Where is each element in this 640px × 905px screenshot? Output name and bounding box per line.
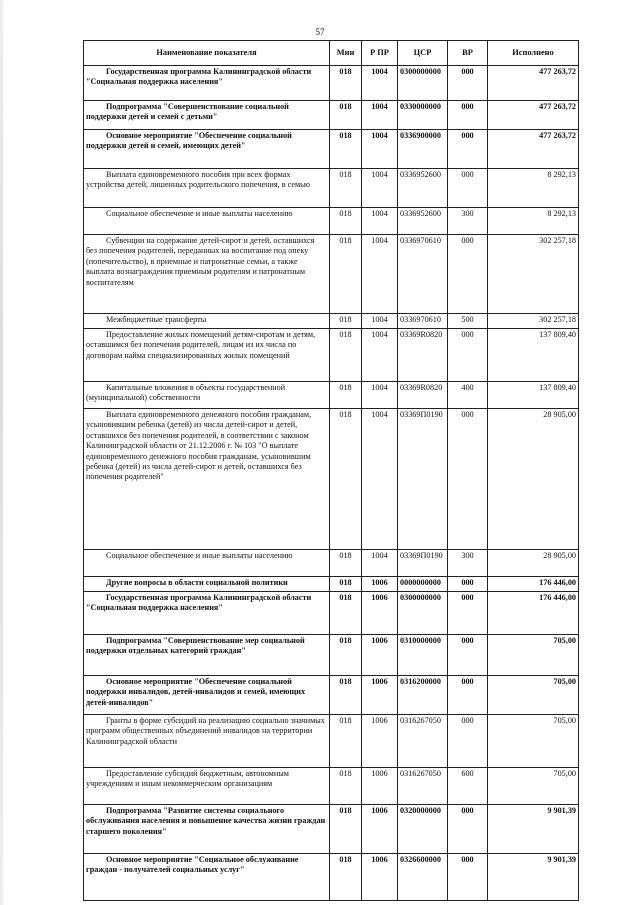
row-name-text: Субвенции на содержание детей-сирот и детей, оставшихся без попечения родителей, переданных на воспитание под опеку (попечительство), в приемные и патронатные семьи, а также выплата вознаграждения приемным родителям и патронатным воспитателям bbox=[86, 236, 315, 287]
scan-edge bbox=[0, 0, 3, 905]
row-name bbox=[84, 805, 330, 854]
table-row bbox=[84, 805, 579, 854]
row-csr: 0000000000 bbox=[398, 577, 448, 592]
table-row bbox=[84, 854, 579, 901]
row-name-text: Другие вопросы в области социальной политики bbox=[106, 578, 288, 587]
row-vr: 000 bbox=[448, 130, 488, 169]
row-csr: 0310000000 bbox=[398, 635, 448, 676]
row-name bbox=[84, 169, 330, 208]
row-csr: 0300000000 bbox=[398, 66, 448, 101]
row-done: 705,00 bbox=[488, 635, 579, 676]
table-row bbox=[84, 382, 579, 409]
row-csr: 03369R0820 bbox=[398, 382, 448, 409]
table-row bbox=[84, 66, 579, 101]
row-csr: 0300000000 bbox=[398, 592, 448, 635]
row-rpr: 1006 bbox=[362, 676, 398, 715]
row-rpr: 1006 bbox=[362, 592, 398, 635]
row-vr: 000 bbox=[448, 409, 488, 550]
row-rpr: 1006 bbox=[362, 635, 398, 676]
table-row bbox=[84, 550, 579, 577]
row-vr: 000 bbox=[448, 854, 488, 901]
row-done: 176 446,00 bbox=[488, 577, 579, 592]
row-csr: 0336900000 bbox=[398, 130, 448, 169]
row-rpr: 1004 bbox=[362, 101, 398, 130]
row-done: 477 263,72 bbox=[488, 101, 579, 130]
row-name-text: Социальное обеспечение и иные выплаты населению bbox=[106, 551, 293, 560]
table-row bbox=[84, 409, 579, 550]
row-rpr: 1004 bbox=[362, 66, 398, 101]
table-row bbox=[84, 715, 579, 768]
row-min: 018 bbox=[330, 169, 362, 208]
row-vr: 500 bbox=[448, 314, 488, 329]
row-min: 018 bbox=[330, 329, 362, 382]
row-name bbox=[84, 768, 330, 805]
row-name bbox=[84, 208, 330, 235]
row-min: 018 bbox=[330, 577, 362, 592]
row-name bbox=[84, 715, 330, 768]
table-row bbox=[84, 676, 579, 715]
row-name-text: Государственная программа Калининградской области "Социальная поддержка населения" bbox=[86, 593, 312, 613]
row-rpr: 1004 bbox=[362, 169, 398, 208]
row-vr: 000 bbox=[448, 329, 488, 382]
row-vr: 000 bbox=[448, 805, 488, 854]
row-vr: 000 bbox=[448, 101, 488, 130]
row-name bbox=[84, 235, 330, 314]
header-done: Исполнено bbox=[488, 41, 579, 66]
row-done: 8 292,13 bbox=[488, 208, 579, 235]
row-done: 477 263,72 bbox=[488, 66, 579, 101]
table-row bbox=[84, 101, 579, 130]
table-header-row bbox=[84, 41, 579, 66]
row-name-text: Межбюджетные трансферты bbox=[106, 315, 207, 324]
row-name-text: Основное мероприятие "Обеспечение социальной поддержки инвалидов, детей-инвалидов и семей, имеющих детей-инвалидов" bbox=[86, 677, 306, 707]
row-name bbox=[84, 314, 330, 329]
row-min: 018 bbox=[330, 101, 362, 130]
row-rpr: 1004 bbox=[362, 208, 398, 235]
row-vr: 000 bbox=[448, 66, 488, 101]
row-vr: 000 bbox=[448, 592, 488, 635]
row-done: 302 257,18 bbox=[488, 314, 579, 329]
row-min: 018 bbox=[330, 550, 362, 577]
row-name bbox=[84, 329, 330, 382]
row-csr: 0320000000 bbox=[398, 805, 448, 854]
row-name-text: Государственная программа Калининградской области "Социальная поддержка населения" bbox=[86, 67, 312, 87]
table-row bbox=[84, 592, 579, 635]
row-min: 018 bbox=[330, 208, 362, 235]
row-rpr: 1006 bbox=[362, 577, 398, 592]
row-vr: 400 bbox=[448, 382, 488, 409]
row-rpr: 1004 bbox=[362, 329, 398, 382]
row-min: 018 bbox=[330, 676, 362, 715]
row-min: 018 bbox=[330, 805, 362, 854]
row-name bbox=[84, 101, 330, 130]
row-name-text: Подпрограмма "Совершенствование социальной поддержки детей и семей с детьми" bbox=[86, 102, 289, 122]
row-done: 8 292,13 bbox=[488, 169, 579, 208]
row-csr: 0316267050 bbox=[398, 715, 448, 768]
table-row bbox=[84, 235, 579, 314]
row-vr: 600 bbox=[448, 768, 488, 805]
row-name bbox=[84, 382, 330, 409]
row-min: 018 bbox=[330, 235, 362, 314]
row-rpr: 1006 bbox=[362, 715, 398, 768]
row-done: 28 905,00 bbox=[488, 550, 579, 577]
row-done: 176 446,00 bbox=[488, 592, 579, 635]
row-name-text: Капитальные вложения в объекты государственной (муниципальной) собственности bbox=[86, 383, 286, 403]
row-vr: 300 bbox=[448, 208, 488, 235]
row-name bbox=[84, 635, 330, 676]
row-csr: 0326600000 bbox=[398, 854, 448, 901]
row-name bbox=[84, 676, 330, 715]
row-min: 018 bbox=[330, 715, 362, 768]
row-csr: 0336952600 bbox=[398, 169, 448, 208]
row-done: 302 257,18 bbox=[488, 235, 579, 314]
table-row bbox=[84, 130, 579, 169]
row-vr: 000 bbox=[448, 235, 488, 314]
row-min: 018 bbox=[330, 592, 362, 635]
row-min: 018 bbox=[330, 314, 362, 329]
row-name-text: Социальное обеспечение и иные выплаты населению bbox=[106, 209, 293, 218]
header-csr: ЦСР bbox=[398, 41, 448, 66]
row-rpr: 1004 bbox=[362, 235, 398, 314]
header-name: Наименование показателя bbox=[84, 41, 330, 66]
row-name-text: Предоставление жилых помещений детям-сиротам и детям, оставшимся без попечения родителей, лицам из их числа по договорам найма специализированных жилых помещений bbox=[86, 330, 316, 360]
header-min: Мин bbox=[330, 41, 362, 66]
row-done: 705,00 bbox=[488, 715, 579, 768]
row-min: 018 bbox=[330, 130, 362, 169]
table-row bbox=[84, 635, 579, 676]
row-min: 018 bbox=[330, 635, 362, 676]
row-done: 137 809,40 bbox=[488, 382, 579, 409]
row-csr: 0316200000 bbox=[398, 676, 448, 715]
row-name-text: Выплата единовременного денежного пособия гражданам, усыновившим ребенка (детей) из числа детей-сирот и детей, оставшихся без попечения родителей, в соответствии с законом Калининградской области от 21.12.2006 г. № 103 "О выплате единовременного денежного пособия гражданам, усыновившим ребенка (детей) из числа детей-сирот и детей, оставшихся без попечения родителей" bbox=[86, 410, 312, 482]
page-number: 57 bbox=[315, 27, 325, 37]
row-name-text: Подпрограмма "Совершенствование мер социальной поддержки отдельных категорий граждан" bbox=[86, 636, 305, 656]
table-row bbox=[84, 208, 579, 235]
row-csr: 0336970610 bbox=[398, 235, 448, 314]
row-min: 018 bbox=[330, 854, 362, 901]
row-csr: 03369П0190 bbox=[398, 550, 448, 577]
row-name bbox=[84, 550, 330, 577]
row-vr: 300 bbox=[448, 550, 488, 577]
table-row bbox=[84, 314, 579, 329]
row-rpr: 1004 bbox=[362, 409, 398, 550]
table-row bbox=[84, 169, 579, 208]
row-rpr: 1006 bbox=[362, 768, 398, 805]
row-csr: 03369R0820 bbox=[398, 329, 448, 382]
row-csr: 0316267050 bbox=[398, 768, 448, 805]
row-vr: 000 bbox=[448, 715, 488, 768]
budget-execution-table bbox=[83, 40, 579, 901]
table-row bbox=[84, 768, 579, 805]
row-csr: 0336952600 bbox=[398, 208, 448, 235]
row-name bbox=[84, 66, 330, 101]
row-name bbox=[84, 409, 330, 550]
row-min: 018 bbox=[330, 66, 362, 101]
row-vr: 000 bbox=[448, 635, 488, 676]
row-rpr: 1006 bbox=[362, 805, 398, 854]
row-done: 9 901,39 bbox=[488, 854, 579, 901]
row-csr: 0330000000 bbox=[398, 101, 448, 130]
row-name bbox=[84, 854, 330, 901]
row-name bbox=[84, 130, 330, 169]
header-rpr: Р ПР bbox=[362, 41, 398, 66]
header-vr: ВР bbox=[448, 41, 488, 66]
table-row bbox=[84, 329, 579, 382]
row-name-text: Подпрограмма "Развитие системы социального обслуживания населения и повышение качества жизни граждан старшего поколения" bbox=[86, 806, 326, 836]
table-row bbox=[84, 577, 579, 592]
row-done: 477 263,72 bbox=[488, 130, 579, 169]
row-name bbox=[84, 592, 330, 635]
row-csr: 0336970610 bbox=[398, 314, 448, 329]
row-name-text: Гранты в форме субсидий на реализацию социально значимых программ общественных объединений инвалидов на территории Калининградской области bbox=[86, 716, 325, 746]
row-min: 018 bbox=[330, 409, 362, 550]
row-done: 137 809,40 bbox=[488, 329, 579, 382]
row-done: 9 901,39 bbox=[488, 805, 579, 854]
row-rpr: 1004 bbox=[362, 314, 398, 329]
row-rpr: 1006 bbox=[362, 854, 398, 901]
row-name-text: Основное мероприятие "Социальное обслуживание граждан - получателей социальных услуг" bbox=[86, 855, 299, 875]
row-name-text: Предоставление субсидий бюджетным, автономным учреждениям и иным некоммерческим организациям bbox=[86, 769, 289, 789]
row-rpr: 1004 bbox=[362, 382, 398, 409]
row-vr: 000 bbox=[448, 676, 488, 715]
row-name-text: Выплата единовременного пособия при всех формах устройства детей, лишенных родительского попечения, в семью bbox=[86, 170, 311, 190]
row-min: 018 bbox=[330, 382, 362, 409]
row-done: 705,00 bbox=[488, 676, 579, 715]
row-name-text: Основное мероприятие "Обеспечение социальной поддержки детей и семей, имеющих детей" bbox=[86, 131, 292, 151]
row-min: 018 bbox=[330, 768, 362, 805]
row-vr: 000 bbox=[448, 169, 488, 208]
row-done: 705,00 bbox=[488, 768, 579, 805]
row-rpr: 1004 bbox=[362, 550, 398, 577]
row-vr: 000 bbox=[448, 577, 488, 592]
row-csr: 03369П0190 bbox=[398, 409, 448, 550]
row-name bbox=[84, 577, 330, 592]
row-rpr: 1004 bbox=[362, 130, 398, 169]
row-done: 28 905,00 bbox=[488, 409, 579, 550]
